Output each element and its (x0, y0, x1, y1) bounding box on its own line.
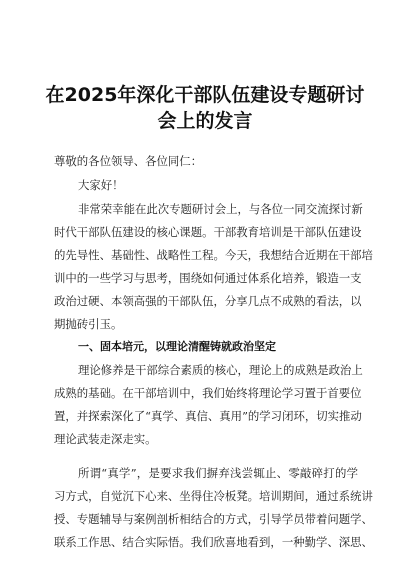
paragraph-line: 联系工作思、结合实际悟。我们欣喜地看到，一种勤学、深思、 (54, 535, 373, 549)
paragraph-line: 所谓“真学”，是要求我们摒弃浅尝辄止、零敲碎打的学 (78, 466, 358, 480)
document-title-line-1: 在2025年深化干部队伍建设专题研讨 (45, 84, 365, 106)
paragraph-line: 理论修养是干部综合素质的核心，理论上的成熟是政治上 (78, 363, 363, 377)
document-title-line-2: 会上的发言 (157, 110, 253, 132)
paragraph-line: 置，并探索深化了“真学、真信、真用”的学习闭环，切实推动 (54, 409, 362, 423)
paragraph-line: 的先导性、基础性、战略性工程。今天，我想结合近期在干部培 (54, 248, 373, 262)
paragraph-line: 政治过硬、本领高强的干部队伍，分享几点不成熟的看法，以 (54, 294, 362, 308)
paragraph-line: 期抛砖引玉。 (54, 317, 123, 331)
paragraph-line: 授、专题辅导与案例剖析相结合的方式，引导学员带着问题学、 (54, 512, 373, 526)
section-heading: 一、固本培元，以理论清醒铸就政治坚定 (78, 340, 276, 353)
salutation: 尊敬的各位领导、各位同仁： (54, 154, 203, 168)
paragraph-line: 训中的一些学习与思考，围绕如何通过体系化培养，锻造一支 (54, 271, 362, 285)
paragraph-line: 非常荣幸能在此次专题研讨会上，与各位一同交流探讨新 (78, 202, 363, 216)
greeting: 大家好！ (78, 178, 124, 192)
paragraph-line: 时代干部队伍建设的核心课题。干部教育培训是干部队伍建设 (54, 225, 362, 239)
paragraph-line: 习方式，自觉沉下心来、坐得住冷板凳。培训期间，通过系统讲 (54, 489, 373, 503)
paragraph-line: 成熟的基础。在干部培训中，我们始终将理论学习置于首要位 (54, 386, 362, 400)
paragraph-line: 理论武装走深走实。 (54, 432, 157, 446)
